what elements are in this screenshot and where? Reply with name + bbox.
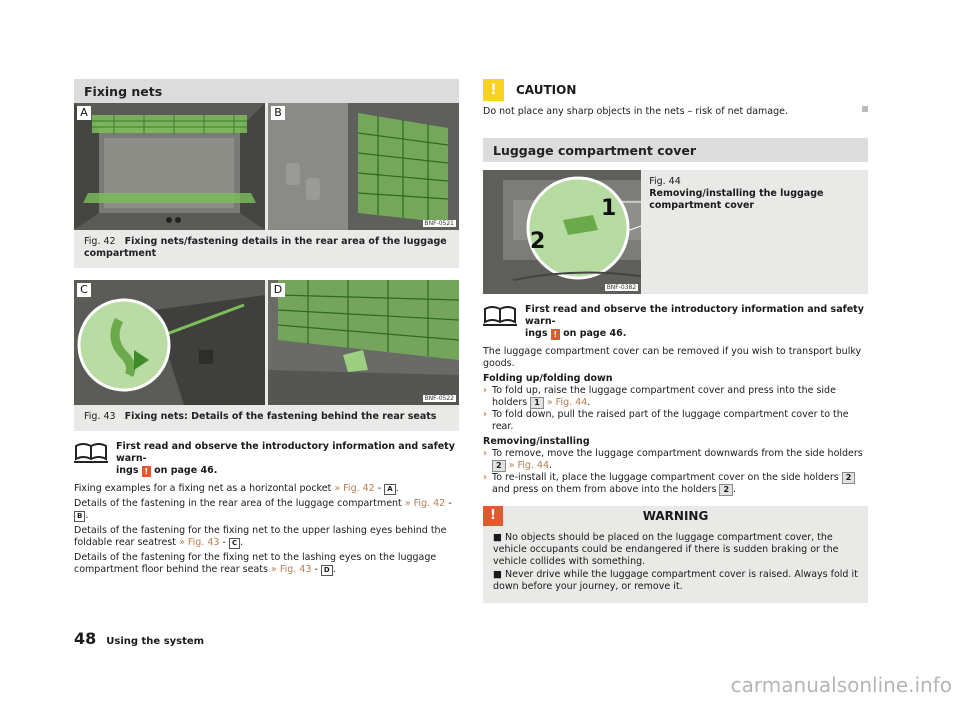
caution-text: Do not place any sharp objects in the nets – risk of net damage. xyxy=(483,106,868,118)
figure-link[interactable]: » Fig. 43 xyxy=(271,564,312,575)
section-title-luggage-cover: Luggage compartment cover xyxy=(483,138,868,162)
figure-link[interactable]: » Fig. 43 xyxy=(179,537,220,548)
chevron-right-icon: › xyxy=(483,472,487,483)
figure-42-image-a xyxy=(74,103,265,230)
cover-removal-illustration xyxy=(483,170,641,294)
figure-key: D xyxy=(321,565,333,576)
instruction-step: › To fold up, raise the luggage compartment cover and press into the side holders 1 » Fig. 44. xyxy=(483,385,836,408)
paragraph: Fixing examples for a fixing net as a horizontal pocket » Fig. 42 - A . xyxy=(74,483,399,494)
callout-box: 2 xyxy=(842,472,856,484)
figure-letter-c: C xyxy=(77,283,91,297)
left-column xyxy=(74,79,459,576)
notice-line: First read and observe the introductory information and safety warn- xyxy=(116,441,455,464)
figure-letter-b: B xyxy=(271,106,285,120)
warning-item: ■ Never drive while the luggage compartment cover is raised. Always fold it down before your journey, or remove it. xyxy=(493,569,858,592)
net-detail-illustration xyxy=(268,103,459,230)
figure-key: B xyxy=(74,511,85,522)
notice-line: ings xyxy=(525,328,548,339)
trunk-net-illustration xyxy=(74,103,265,230)
figure-44 xyxy=(483,170,868,294)
figure-label: Fig. 43 xyxy=(84,411,116,422)
notice-line: ings xyxy=(116,465,139,476)
warning-square-icon: ! xyxy=(142,466,151,477)
figure-code: BNF-0382 xyxy=(606,284,637,291)
notice-page-ref[interactable]: on page 46. xyxy=(563,328,627,339)
page-number: 48 xyxy=(74,629,97,648)
figure-link[interactable]: » Fig. 44 xyxy=(508,460,550,471)
section-title-fixing-nets: Fixing nets xyxy=(74,79,459,103)
figure-43-image-d xyxy=(268,280,459,405)
figure-link[interactable]: » Fig. 42 xyxy=(334,483,375,494)
callout-number: 2 xyxy=(530,229,546,254)
figure-caption-text: Fixing nets/fastening details in the rear area of the luggage compartment xyxy=(84,236,447,259)
instruction-step: › To remove, move the luggage compartment downwards from the side holders 2 » Fig. 44. xyxy=(483,448,863,471)
hook-detail-illustration xyxy=(74,280,265,405)
notice-page-ref[interactable]: on page 46. xyxy=(154,465,218,476)
page-footer xyxy=(74,629,204,648)
callout-box: 2 xyxy=(719,484,733,496)
instruction-step: › To re-install it, place the luggage compartment cover on the side holders 2 and press on them from above into the holders 2 . xyxy=(483,472,868,496)
chapter-label: Using the system xyxy=(106,636,205,647)
figure-44-caption xyxy=(641,170,868,294)
chevron-right-icon: › xyxy=(483,448,487,459)
figure-letter-d: D xyxy=(271,283,285,297)
figure-link[interactable]: » Fig. 42 xyxy=(404,498,446,509)
floor-net-illustration xyxy=(268,280,459,405)
section-end-icon xyxy=(862,106,868,112)
callout-box: 2 xyxy=(492,460,506,472)
figure-43-image-c xyxy=(74,280,265,405)
figure-key: A xyxy=(384,484,395,495)
figure-caption-text: Fixing nets: Details of the fastening behind the rear seats xyxy=(124,411,437,422)
warning-square-icon: ! xyxy=(551,329,560,340)
watermark: carmanualsonline.info xyxy=(730,673,952,697)
figure-code: BNF-0521 xyxy=(424,220,454,227)
notice-line: First read and observe the introductory information and safety warn- xyxy=(525,304,864,327)
figure-link[interactable]: » Fig. 44 xyxy=(546,397,588,408)
book-icon xyxy=(483,304,517,340)
subheading: Folding up/folding down xyxy=(483,373,613,384)
paragraph: Details of the fastening for the fixing net to the upper lashing eyes behind the foldable rear seatrest » Fig. 43 - C . xyxy=(74,525,447,548)
paragraph: Details of the fastening in the rear area of the luggage compartment » Fig. 42 - B . xyxy=(74,498,452,521)
figure-label: Fig. 42 xyxy=(84,236,116,247)
figure-44-image xyxy=(483,170,641,294)
figure-code: BNF-0522 xyxy=(424,395,454,402)
read-notice xyxy=(483,304,868,340)
callout-box: 1 xyxy=(530,397,544,409)
warning-item: ■ No objects should be placed on the luggage compartment cover, the vehicle occupants could be endangered if there is sudden braking or the vehicle collides with something. xyxy=(493,532,839,567)
warning-box xyxy=(483,506,868,603)
figure-letter-a: A xyxy=(77,106,91,120)
book-icon xyxy=(74,441,108,477)
figure-key: C xyxy=(229,538,240,549)
figure-43-caption xyxy=(74,405,459,431)
figure-label: Fig. 44 xyxy=(649,176,681,187)
instruction-step: › To fold down, pull the raised part of the luggage compartment cover to the rear. xyxy=(483,409,849,432)
caution-icon: ! xyxy=(483,79,504,101)
caution-header xyxy=(483,79,868,101)
figure-42-image-b xyxy=(268,103,459,230)
warning-header xyxy=(483,506,868,526)
callout-number: 1 xyxy=(601,196,617,221)
right-column xyxy=(483,79,868,603)
chevron-right-icon: › xyxy=(483,409,487,420)
intro-paragraph: The luggage compartment cover can be removed if you wish to transport bulky goods. xyxy=(483,346,862,369)
figure-42 xyxy=(74,103,459,268)
subheading: Removing/installing xyxy=(483,436,590,447)
figure-caption-text: Removing/installing the luggage compartment cover xyxy=(649,188,824,211)
caution-title: CAUTION xyxy=(516,83,577,97)
warning-title: WARNING xyxy=(642,509,709,523)
read-notice xyxy=(74,441,459,477)
figure-42-caption xyxy=(74,230,459,268)
figure-43 xyxy=(74,280,459,431)
paragraph: Details of the fastening for the fixing net to the lashing eyes on the luggage compartment floor behind the rear seats » Fig. 43 - D . xyxy=(74,552,437,575)
chevron-right-icon: › xyxy=(483,385,487,396)
warning-icon: ! xyxy=(483,506,503,526)
